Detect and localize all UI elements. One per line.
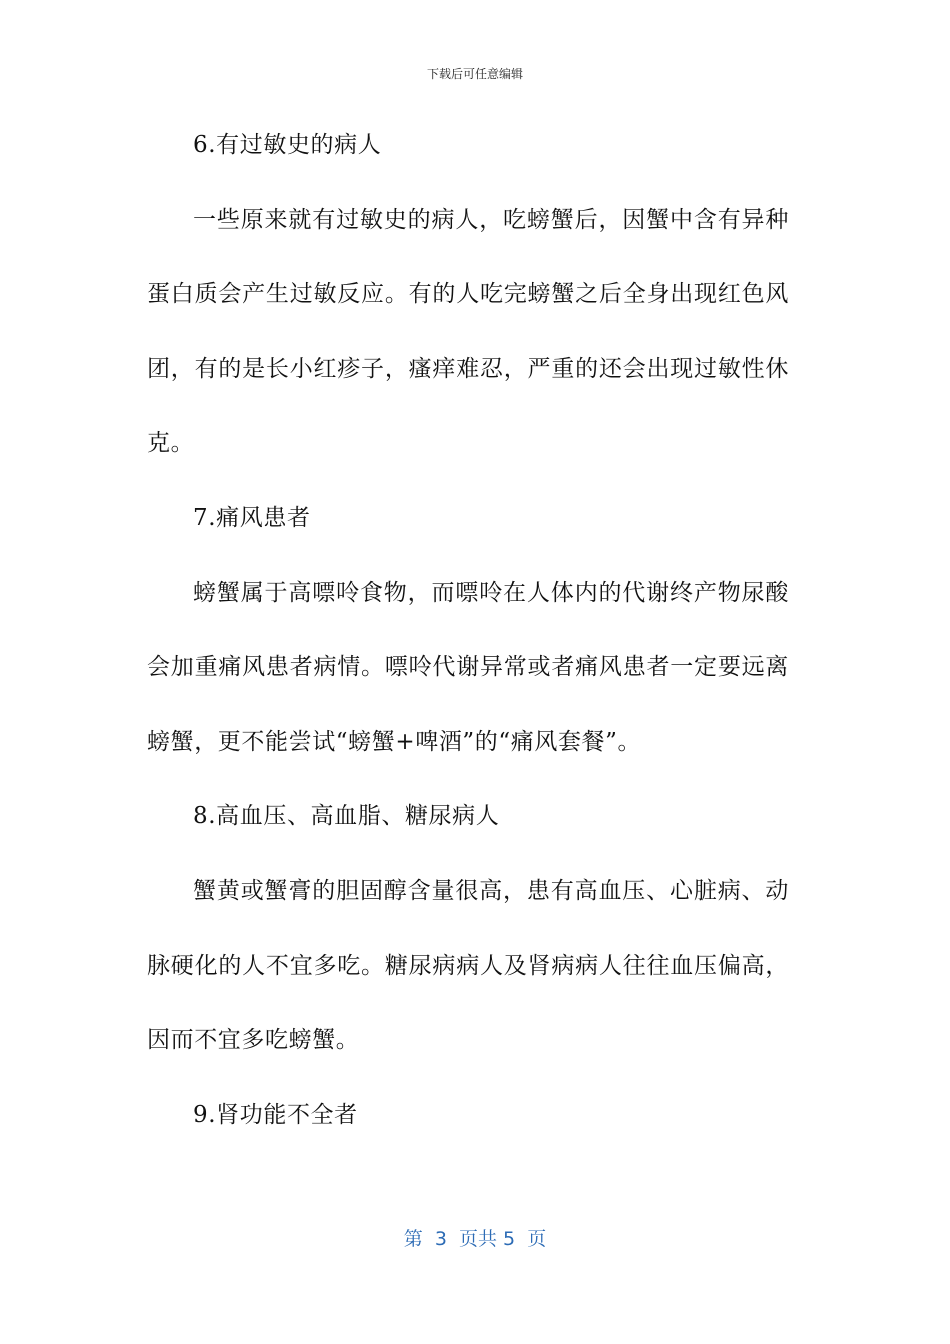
heading-allergy: 6.有过敏史的病人 xyxy=(193,132,382,158)
paragraph-line: 螃蟹属于高嘌呤食物，而嘌呤在人体内的代谢终产物尿酸 xyxy=(193,579,789,606)
paragraph-line: 因而不宜多吃螃蟹。 xyxy=(147,1027,360,1054)
paragraph-line: 螃蟹，更不能尝试“螃蟹+啤酒”的“痛风套餐”。 xyxy=(147,728,642,755)
paragraph-line: 一些原来就有过敏史的病人，吃螃蟹后，因蟹中含有异种 xyxy=(193,206,789,233)
paragraph-line: 克。 xyxy=(147,430,195,457)
paragraph-line: 脉硬化的人不宜多吃。糖尿病病人及肾病病人往往血压偏高， xyxy=(147,952,789,979)
paragraph-line: 会加重痛风患者病情。嘌呤代谢异常或者痛风患者一定要远离 xyxy=(147,654,789,681)
paragraph-line: 蛋白质会产生过敏反应。有的人吃完螃蟹之后全身出现红色风 xyxy=(147,281,789,308)
heading-gout: 7.痛风患者 xyxy=(193,504,311,531)
page-header: 下载后可任意编辑 xyxy=(426,67,523,81)
heading-kidney: 9.肾功能不全者 xyxy=(193,1101,358,1128)
paragraph-line: 蟹黄或蟹膏的胆固醇含量很高，患有高血压、心脏病、动 xyxy=(193,877,789,904)
paragraph-line: 团，有的是长小红疹子，瘙痒难忍，严重的还会出现过敏性休 xyxy=(147,355,789,382)
document-body xyxy=(147,125,789,1169)
heading-hypertension: 8.高血压、高血脂、糖尿病人 xyxy=(193,803,500,830)
page-number: 第 3 页共 5 页 xyxy=(403,1228,547,1250)
